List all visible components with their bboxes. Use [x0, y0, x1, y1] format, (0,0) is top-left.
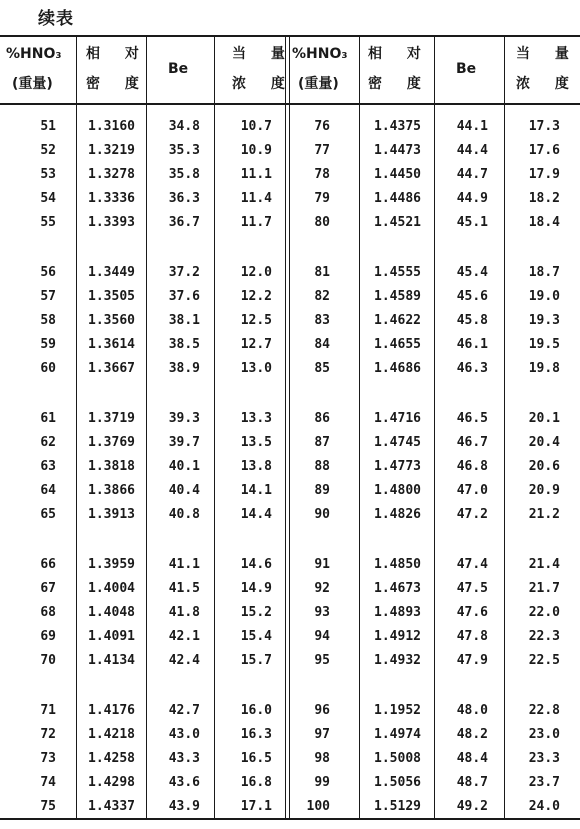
density-cell: 1.3278: [88, 167, 135, 182]
conc-cell: 17.3: [528, 119, 560, 134]
pct-cell: 71: [40, 703, 56, 718]
pct-cell: 53: [40, 167, 56, 182]
density-cell: 1.3913: [88, 507, 135, 522]
conc-cell: 15.4: [240, 629, 272, 644]
pct-cell: 64: [40, 483, 56, 498]
conc-cell: 18.2: [528, 191, 560, 206]
conc-cell: 23.7: [528, 775, 560, 790]
density-cell: 1.3818: [88, 459, 135, 474]
conc-cell: 20.9: [528, 483, 560, 498]
conc-cell: 22.5: [528, 653, 560, 668]
pct-cell: 80: [314, 215, 330, 230]
col-divider: [76, 35, 77, 819]
density-cell: 1.4375: [374, 119, 421, 134]
pct-cell: 92: [314, 581, 330, 596]
be-cell: 38.5: [168, 337, 200, 352]
be-cell: 42.1: [168, 629, 200, 644]
conc-cell: 11.1: [240, 167, 272, 182]
conc-cell: 12.7: [240, 337, 272, 352]
be-cell: 37.2: [168, 265, 200, 280]
be-cell: 39.3: [168, 411, 200, 426]
density-cell: 1.4091: [88, 629, 135, 644]
be-cell: 44.7: [456, 167, 488, 182]
density-cell: 1.3505: [88, 289, 135, 304]
header-be: Be: [168, 61, 189, 77]
pct-cell: 73: [40, 751, 56, 766]
density-cell: 1.3219: [88, 143, 135, 158]
center-double-divider: [289, 35, 290, 819]
pct-cell: 81: [314, 265, 330, 280]
pct-cell: 68: [40, 605, 56, 620]
pct-cell: 72: [40, 727, 56, 742]
pct-cell: 85: [314, 361, 330, 376]
conc-cell: 14.4: [240, 507, 272, 522]
col-divider: [504, 35, 505, 819]
conc-cell: 21.7: [528, 581, 560, 596]
conc-cell: 11.7: [240, 215, 272, 230]
density-cell: 1.5129: [374, 799, 421, 814]
pct-cell: 82: [314, 289, 330, 304]
be-cell: 47.6: [456, 605, 488, 620]
pct-cell: 67: [40, 581, 56, 596]
be-cell: 46.8: [456, 459, 488, 474]
be-cell: 48.0: [456, 703, 488, 718]
be-cell: 45.4: [456, 265, 488, 280]
density-cell: 1.1952: [374, 703, 421, 718]
conc-cell: 16.0: [240, 703, 272, 718]
be-cell: 40.4: [168, 483, 200, 498]
header-relative: 相 对: [368, 46, 431, 62]
col-divider: [146, 35, 147, 819]
density-cell: 1.4176: [88, 703, 135, 718]
conc-cell: 22.0: [528, 605, 560, 620]
be-cell: 45.6: [456, 289, 488, 304]
conc-cell: 13.0: [240, 361, 272, 376]
pct-cell: 76: [314, 119, 330, 134]
be-cell: 46.3: [456, 361, 488, 376]
be-cell: 40.1: [168, 459, 200, 474]
conc-cell: 10.7: [240, 119, 272, 134]
density-cell: 1.4912: [374, 629, 421, 644]
be-cell: 42.4: [168, 653, 200, 668]
be-cell: 41.5: [168, 581, 200, 596]
density-cell: 1.4450: [374, 167, 421, 182]
density-cell: 1.4893: [374, 605, 421, 620]
header-bottom-rule: [0, 103, 580, 105]
pct-cell: 59: [40, 337, 56, 352]
be-cell: 48.2: [456, 727, 488, 742]
be-cell: 43.6: [168, 775, 200, 790]
be-cell: 44.4: [456, 143, 488, 158]
density-cell: 1.4218: [88, 727, 135, 742]
conc-cell: 20.4: [528, 435, 560, 450]
pct-cell: 100: [306, 799, 330, 814]
density-cell: 1.4974: [374, 727, 421, 742]
pct-cell: 75: [40, 799, 56, 814]
pct-cell: 56: [40, 265, 56, 280]
density-cell: 1.3449: [88, 265, 135, 280]
conc-cell: 22.3: [528, 629, 560, 644]
be-cell: 39.7: [168, 435, 200, 450]
density-cell: 1.4773: [374, 459, 421, 474]
density-cell: 1.4745: [374, 435, 421, 450]
density-cell: 1.4004: [88, 581, 135, 596]
density-cell: 1.3560: [88, 313, 135, 328]
be-cell: 41.8: [168, 605, 200, 620]
pct-cell: 91: [314, 557, 330, 572]
pct-cell: 74: [40, 775, 56, 790]
conc-cell: 20.6: [528, 459, 560, 474]
be-cell: 35.8: [168, 167, 200, 182]
header-pct-hno3: %HNO₃: [6, 46, 62, 62]
pct-cell: 96: [314, 703, 330, 718]
density-cell: 1.3667: [88, 361, 135, 376]
be-cell: 47.0: [456, 483, 488, 498]
conc-cell: 21.2: [528, 507, 560, 522]
be-cell: 41.1: [168, 557, 200, 572]
pct-cell: 51: [40, 119, 56, 134]
density-cell: 1.4134: [88, 653, 135, 668]
density-cell: 1.5056: [374, 775, 421, 790]
conc-cell: 20.1: [528, 411, 560, 426]
conc-cell: 16.8: [240, 775, 272, 790]
pct-cell: 87: [314, 435, 330, 450]
header-equivalent: 当 量: [516, 46, 579, 62]
pct-cell: 78: [314, 167, 330, 182]
density-cell: 1.4521: [374, 215, 421, 230]
density-cell: 1.4826: [374, 507, 421, 522]
be-cell: 48.4: [456, 751, 488, 766]
be-cell: 36.3: [168, 191, 200, 206]
top-rule: [0, 35, 580, 37]
density-cell: 1.3959: [88, 557, 135, 572]
pct-cell: 61: [40, 411, 56, 426]
header-concentration: 浓 度: [516, 76, 579, 92]
be-cell: 35.3: [168, 143, 200, 158]
bottom-rule: [0, 818, 580, 820]
conc-cell: 16.5: [240, 751, 272, 766]
be-cell: 37.6: [168, 289, 200, 304]
conc-cell: 15.7: [240, 653, 272, 668]
col-divider: [214, 35, 215, 819]
be-cell: 46.5: [456, 411, 488, 426]
density-cell: 1.3614: [88, 337, 135, 352]
conc-cell: 12.2: [240, 289, 272, 304]
conc-cell: 18.4: [528, 215, 560, 230]
pct-cell: 84: [314, 337, 330, 352]
pct-cell: 70: [40, 653, 56, 668]
pct-cell: 52: [40, 143, 56, 158]
header-density: 密 度: [86, 76, 149, 92]
density-cell: 1.3769: [88, 435, 135, 450]
header-weight-label: (重量): [12, 76, 53, 92]
header-weight-label: (重量): [298, 76, 339, 92]
pct-cell: 90: [314, 507, 330, 522]
pct-cell: 66: [40, 557, 56, 572]
col-divider: [359, 35, 360, 819]
be-cell: 46.1: [456, 337, 488, 352]
conc-cell: 14.9: [240, 581, 272, 596]
conc-cell: 23.0: [528, 727, 560, 742]
be-cell: 43.0: [168, 727, 200, 742]
pct-cell: 99: [314, 775, 330, 790]
be-cell: 36.7: [168, 215, 200, 230]
conc-cell: 17.6: [528, 143, 560, 158]
be-cell: 49.2: [456, 799, 488, 814]
pct-cell: 95: [314, 653, 330, 668]
be-cell: 47.9: [456, 653, 488, 668]
table-caption: 续表: [38, 9, 74, 29]
pct-cell: 93: [314, 605, 330, 620]
be-cell: 45.8: [456, 313, 488, 328]
conc-cell: 17.9: [528, 167, 560, 182]
conc-cell: 13.3: [240, 411, 272, 426]
pct-cell: 98: [314, 751, 330, 766]
header-concentration: 浓 度: [232, 76, 295, 92]
pct-cell: 89: [314, 483, 330, 498]
pct-cell: 97: [314, 727, 330, 742]
density-cell: 1.4932: [374, 653, 421, 668]
be-cell: 38.1: [168, 313, 200, 328]
conc-cell: 14.6: [240, 557, 272, 572]
conc-cell: 18.7: [528, 265, 560, 280]
be-cell: 44.9: [456, 191, 488, 206]
conc-cell: 23.3: [528, 751, 560, 766]
density-cell: 1.4473: [374, 143, 421, 158]
density-cell: 1.4673: [374, 581, 421, 596]
pct-cell: 69: [40, 629, 56, 644]
be-cell: 47.8: [456, 629, 488, 644]
density-cell: 1.4655: [374, 337, 421, 352]
density-cell: 1.4686: [374, 361, 421, 376]
pct-cell: 60: [40, 361, 56, 376]
conc-cell: 14.1: [240, 483, 272, 498]
conc-cell: 15.2: [240, 605, 272, 620]
conc-cell: 13.8: [240, 459, 272, 474]
density-cell: 1.4850: [374, 557, 421, 572]
pct-cell: 94: [314, 629, 330, 644]
density-cell: 1.5008: [374, 751, 421, 766]
be-cell: 48.7: [456, 775, 488, 790]
density-cell: 1.4716: [374, 411, 421, 426]
header-equivalent: 当 量: [232, 46, 295, 62]
density-cell: 1.4258: [88, 751, 135, 766]
header-pct-hno3: %HNO₃: [292, 46, 348, 62]
conc-cell: 11.4: [240, 191, 272, 206]
conc-cell: 17.1: [240, 799, 272, 814]
be-cell: 43.9: [168, 799, 200, 814]
density-cell: 1.4298: [88, 775, 135, 790]
pct-cell: 55: [40, 215, 56, 230]
conc-cell: 10.9: [240, 143, 272, 158]
pct-cell: 86: [314, 411, 330, 426]
conc-cell: 12.5: [240, 313, 272, 328]
be-cell: 38.9: [168, 361, 200, 376]
pct-cell: 77: [314, 143, 330, 158]
density-cell: 1.4589: [374, 289, 421, 304]
density-cell: 1.3719: [88, 411, 135, 426]
density-cell: 1.4622: [374, 313, 421, 328]
pct-cell: 63: [40, 459, 56, 474]
conc-cell: 13.5: [240, 435, 272, 450]
density-cell: 1.3160: [88, 119, 135, 134]
header-density: 密 度: [368, 76, 431, 92]
conc-cell: 19.0: [528, 289, 560, 304]
be-cell: 45.1: [456, 215, 488, 230]
density-cell: 1.4337: [88, 799, 135, 814]
pct-cell: 62: [40, 435, 56, 450]
pct-cell: 83: [314, 313, 330, 328]
conc-cell: 19.5: [528, 337, 560, 352]
pct-cell: 54: [40, 191, 56, 206]
be-cell: 42.7: [168, 703, 200, 718]
pct-cell: 58: [40, 313, 56, 328]
density-cell: 1.3393: [88, 215, 135, 230]
pct-cell: 79: [314, 191, 330, 206]
density-cell: 1.4800: [374, 483, 421, 498]
density-cell: 1.3866: [88, 483, 135, 498]
be-cell: 47.2: [456, 507, 488, 522]
be-cell: 40.8: [168, 507, 200, 522]
header-be: Be: [456, 61, 477, 77]
pct-cell: 57: [40, 289, 56, 304]
density-cell: 1.4048: [88, 605, 135, 620]
center-double-divider: [285, 35, 286, 819]
col-divider: [434, 35, 435, 819]
conc-cell: 19.3: [528, 313, 560, 328]
conc-cell: 24.0: [528, 799, 560, 814]
density-cell: 1.3336: [88, 191, 135, 206]
density-cell: 1.4555: [374, 265, 421, 280]
conc-cell: 19.8: [528, 361, 560, 376]
density-cell: 1.4486: [374, 191, 421, 206]
conc-cell: 21.4: [528, 557, 560, 572]
pct-cell: 88: [314, 459, 330, 474]
be-cell: 44.1: [456, 119, 488, 134]
conc-cell: 12.0: [240, 265, 272, 280]
be-cell: 43.3: [168, 751, 200, 766]
header-relative: 相 对: [86, 46, 149, 62]
conc-cell: 22.8: [528, 703, 560, 718]
be-cell: 47.4: [456, 557, 488, 572]
be-cell: 34.8: [168, 119, 200, 134]
be-cell: 46.7: [456, 435, 488, 450]
conc-cell: 16.3: [240, 727, 272, 742]
pct-cell: 65: [40, 507, 56, 522]
be-cell: 47.5: [456, 581, 488, 596]
